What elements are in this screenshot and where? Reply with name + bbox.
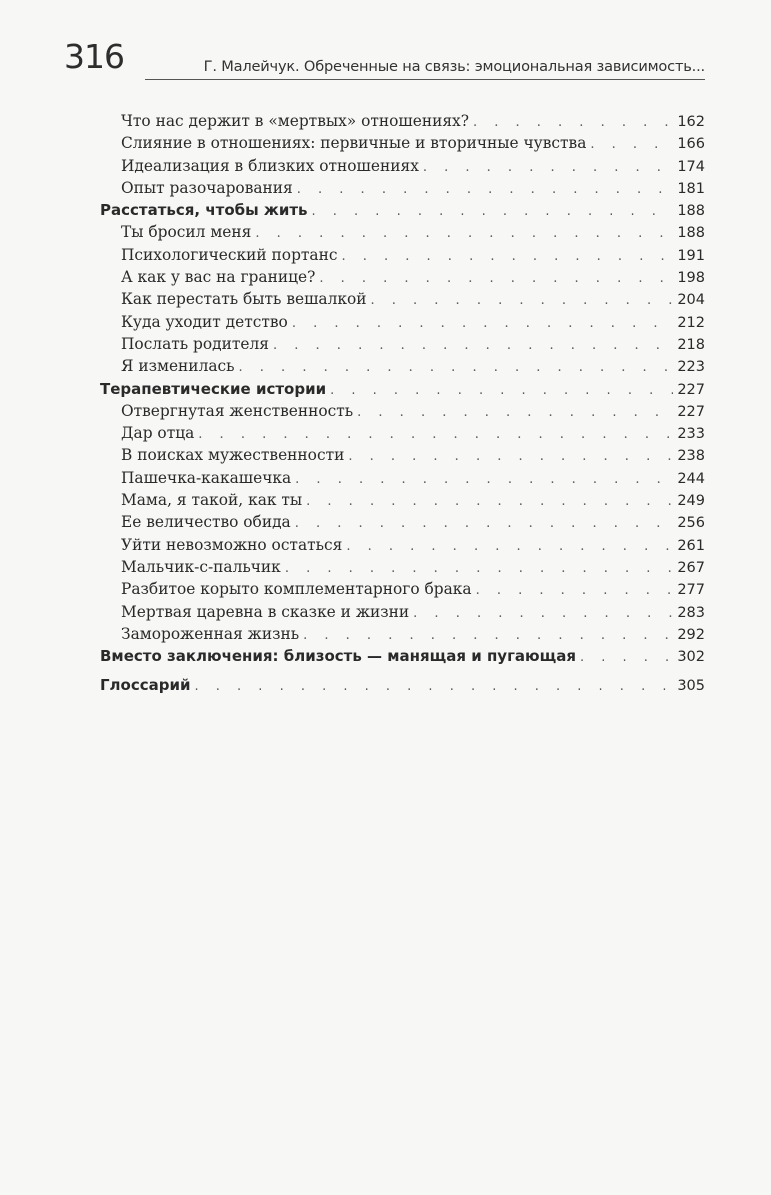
toc-entry-title: Замороженная жизнь xyxy=(121,624,300,643)
toc-entry-title: Уйти невозможно остаться xyxy=(121,535,343,554)
toc-dot-leader xyxy=(371,293,674,308)
toc-entry-title: Идеализация в близких отношениях xyxy=(121,156,419,175)
toc-section xyxy=(100,647,705,669)
toc-entry xyxy=(100,402,705,424)
toc-entry-page: 181 xyxy=(677,180,705,197)
table-of-contents xyxy=(100,112,705,699)
toc-entry-page: 233 xyxy=(677,426,705,443)
toc-entry-title: Ты бросил меня xyxy=(121,223,252,242)
toc-entry-page: 191 xyxy=(677,247,705,264)
toc-dot-leader xyxy=(319,271,673,286)
toc-entry xyxy=(100,513,705,535)
toc-section-title: Вместо заключения: близость — манящая и пугающая xyxy=(100,647,576,666)
toc-entry xyxy=(100,491,705,513)
toc-dot-leader xyxy=(476,583,674,598)
toc-entry-title: Дар отца xyxy=(121,424,195,443)
toc-entry-page: 198 xyxy=(677,270,705,287)
toc-entry xyxy=(100,246,705,268)
toc-entry-page: 218 xyxy=(677,336,705,353)
toc-entry-title: Послать родителя xyxy=(121,334,270,353)
toc-dot-leader xyxy=(580,650,673,665)
toc-entry xyxy=(100,469,705,491)
toc-dot-leader xyxy=(312,204,674,219)
toc-entry-title: Ее величество обида xyxy=(121,513,291,532)
toc-section-title: Терапевтические истории xyxy=(100,379,327,398)
toc-dot-leader xyxy=(273,338,673,353)
toc-entry xyxy=(100,179,705,201)
toc-entry xyxy=(100,335,705,357)
toc-entry xyxy=(100,268,705,290)
toc-entry-title: Я изменилась xyxy=(121,357,235,376)
toc-dot-leader xyxy=(303,628,673,643)
toc-entry-title: Слияние в отношениях: первичные и вторичные чувства xyxy=(121,134,587,153)
toc-entry-page: 283 xyxy=(677,604,705,621)
header-rule xyxy=(145,79,705,80)
toc-entry-page: 166 xyxy=(677,136,705,153)
toc-entry xyxy=(100,357,705,379)
toc-dot-leader xyxy=(413,606,673,621)
toc-dot-leader xyxy=(195,679,674,694)
toc-entry-title: Опыт разочарования xyxy=(121,178,293,197)
toc-section-title: Глоссарий xyxy=(100,676,191,695)
toc-entry-page: 249 xyxy=(677,493,705,510)
toc-dot-leader xyxy=(198,427,673,442)
toc-dot-leader xyxy=(297,182,674,197)
toc-dot-leader xyxy=(292,316,673,331)
toc-entry-page: 174 xyxy=(677,158,705,175)
toc-section-page: 188 xyxy=(677,203,705,220)
toc-entry-title: Куда уходит детство xyxy=(121,312,288,331)
toc-dot-leader xyxy=(295,516,674,531)
toc-entry-title: Что нас держит в «мертвых» отношениях? xyxy=(121,112,469,130)
toc-entry-title: Психологический портанс xyxy=(121,245,338,264)
toc-entry xyxy=(100,603,705,625)
toc-entry-title: В поисках мужественности xyxy=(121,446,345,465)
toc-entry xyxy=(100,558,705,580)
toc-dot-leader xyxy=(423,160,673,175)
toc-entry xyxy=(100,580,705,602)
toc-entry xyxy=(100,536,705,558)
toc-entry xyxy=(100,134,705,156)
toc-entry-page: 162 xyxy=(677,114,705,130)
toc-section-page: 227 xyxy=(677,381,705,398)
running-title: Г. Малейчук. Обреченные на связь: эмоциональная зависимость... xyxy=(203,58,705,75)
toc-entry-title: Мертвая царевна в сказке и жизни xyxy=(121,602,410,621)
toc-entry-page: 227 xyxy=(677,403,705,420)
toc-dot-leader xyxy=(330,383,673,398)
toc-entry-title: А как у вас на границе? xyxy=(121,268,316,287)
toc-section xyxy=(100,201,705,223)
toc-dot-leader xyxy=(473,115,673,130)
toc-entry xyxy=(100,313,705,335)
toc-dot-leader xyxy=(295,472,673,487)
toc-entry-title: Мама, я такой, как ты xyxy=(121,491,303,510)
toc-entry-title: Разбитое корыто комплементарного брака xyxy=(121,580,472,599)
toc-dot-leader xyxy=(357,405,673,420)
toc-section-page: 302 xyxy=(677,649,705,666)
toc-entry xyxy=(100,625,705,647)
toc-section-page: 305 xyxy=(677,678,705,695)
toc-dot-leader xyxy=(239,360,674,375)
toc-entry-title: Как перестать быть вешалкой xyxy=(121,290,367,309)
toc-entry xyxy=(100,112,705,134)
toc-dot-leader xyxy=(255,226,673,241)
toc-section-title: Расстаться, чтобы жить xyxy=(100,201,308,220)
toc-entry-page: 223 xyxy=(677,359,705,376)
toc-entry-page: 212 xyxy=(677,314,705,331)
page-number: 316 xyxy=(64,37,124,76)
toc-entry-page: 188 xyxy=(677,225,705,242)
toc-dot-leader xyxy=(346,539,673,554)
toc-entry-title: Отвергнутая женственность xyxy=(121,401,354,420)
toc-dot-leader xyxy=(285,561,674,576)
toc-entry-page: 238 xyxy=(677,448,705,465)
toc-entry-page: 292 xyxy=(677,626,705,643)
toc-entry xyxy=(100,157,705,179)
toc-section xyxy=(100,676,705,698)
toc-entry xyxy=(100,290,705,312)
toc-entry-page: 244 xyxy=(677,470,705,487)
toc-entry-page: 261 xyxy=(677,537,705,554)
toc-entry-title: Пашечка-какашечка xyxy=(121,468,292,487)
toc-dot-leader xyxy=(348,449,673,464)
toc-entry xyxy=(100,424,705,446)
toc-dot-leader xyxy=(306,494,673,509)
toc-dot-leader xyxy=(590,137,673,152)
toc-dot-leader xyxy=(341,249,673,264)
toc-entry-page: 277 xyxy=(677,582,705,599)
toc-entry xyxy=(100,446,705,468)
toc-entry-page: 256 xyxy=(677,515,705,532)
toc-entry-page: 267 xyxy=(677,559,705,576)
toc-entry xyxy=(100,223,705,245)
toc-entry-page: 204 xyxy=(677,292,705,309)
toc-entry-title: Мальчик-с-пальчик xyxy=(121,557,281,576)
toc-section xyxy=(100,380,705,402)
